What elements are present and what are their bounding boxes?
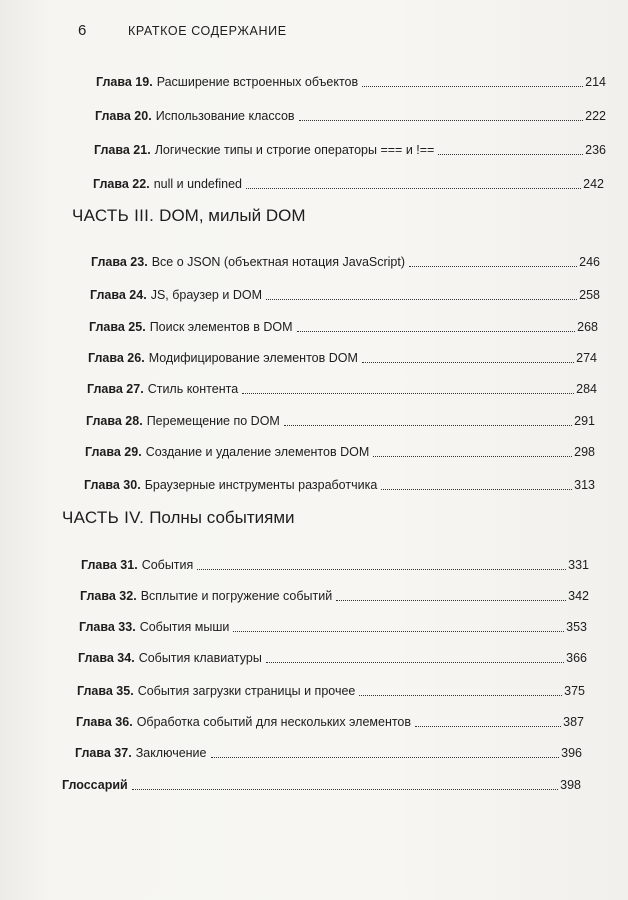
dot-leader — [359, 694, 562, 696]
chapter-label: Глава 20. — [95, 109, 152, 123]
chapter-title: Создание и удаление элементов DOM — [145, 445, 370, 459]
chapter-label: Глава 28. — [86, 414, 143, 428]
chapter-title: События загрузки страницы и прочее — [137, 684, 356, 698]
chapter-label: Глава 29. — [85, 445, 142, 459]
part-label: ЧАСТЬ III. — [72, 206, 155, 225]
chapter-label: Глава 36. — [76, 715, 133, 729]
dot-leader — [299, 119, 584, 121]
dot-leader — [284, 424, 572, 426]
toc-entry[interactable] — [75, 743, 582, 761]
page-ref: 246 — [579, 255, 600, 269]
dot-leader — [297, 330, 576, 332]
chapter-title: Браузерные инструменты разработчика — [144, 478, 378, 492]
chapter-label: Глава 31. — [81, 558, 138, 572]
toc-entry[interactable] — [85, 442, 595, 460]
page-ref: 242 — [583, 177, 604, 191]
dot-leader — [242, 392, 574, 394]
toc-entry[interactable] — [80, 586, 589, 604]
chapter-title: Перемещение по DOM — [146, 414, 280, 428]
page-ref: 222 — [585, 109, 606, 123]
page-ref: 366 — [566, 651, 587, 665]
page-ref: 258 — [579, 288, 600, 302]
chapter-label: Глава 24. — [90, 288, 147, 302]
part-heading — [62, 508, 295, 528]
toc-entry[interactable] — [86, 411, 595, 429]
page-ref: 291 — [574, 414, 595, 428]
toc-entry[interactable] — [93, 174, 604, 192]
chapter-label: Глава 23. — [91, 255, 148, 269]
dot-leader — [415, 725, 561, 727]
dot-leader — [197, 568, 566, 570]
chapter-label: Глава 35. — [77, 684, 134, 698]
page-ref: 274 — [576, 351, 597, 365]
toc-entry[interactable] — [62, 775, 581, 793]
dot-leader — [246, 187, 581, 189]
toc-entry[interactable] — [90, 285, 600, 303]
chapter-label: Глава 33. — [79, 620, 136, 634]
toc-entry[interactable] — [94, 140, 606, 158]
running-header — [78, 22, 287, 39]
dot-leader — [362, 361, 574, 363]
page-number: 6 — [78, 22, 87, 39]
toc-entry[interactable] — [96, 72, 606, 90]
page-ref: 313 — [574, 478, 595, 492]
page-ref: 375 — [564, 684, 585, 698]
page-ref: 342 — [568, 589, 589, 603]
page-ref: 353 — [566, 620, 587, 634]
part-label: ЧАСТЬ IV. — [62, 508, 145, 527]
chapter-title: Всплытие и погружение событий — [140, 589, 333, 603]
chapter-title: Все о JSON (объектная нотация JavaScript) — [151, 255, 406, 269]
part-title: DOM, милый DOM — [159, 206, 306, 225]
page-ref: 268 — [577, 320, 598, 334]
chapter-label: Глава 34. — [78, 651, 135, 665]
chapter-title: JS, браузер и DOM — [150, 288, 262, 302]
dot-leader — [438, 153, 583, 155]
chapter-label: Глава 27. — [87, 382, 144, 396]
chapter-title: События мыши — [139, 620, 230, 634]
page-ref: 398 — [560, 778, 581, 792]
page-ref: 387 — [563, 715, 584, 729]
chapter-label: Глава 26. — [88, 351, 145, 365]
dot-leader — [409, 265, 577, 267]
chapter-title: Расширение встроенных объектов — [156, 75, 359, 89]
dot-leader — [266, 661, 564, 663]
page-ref: 396 — [561, 746, 582, 760]
dot-leader — [373, 455, 572, 457]
chapter-label: Глава 30. — [84, 478, 141, 492]
chapter-title: Обработка событий для нескольких элементов — [136, 715, 412, 729]
chapter-title: Модифицирование элементов DOM — [148, 351, 358, 365]
toc-entry[interactable] — [95, 106, 606, 124]
toc-entry[interactable] — [78, 648, 587, 666]
toc-entry[interactable] — [77, 681, 585, 699]
dot-leader — [381, 488, 572, 490]
chapter-title: Использование классов — [155, 109, 295, 123]
chapter-title: Стиль контента — [147, 382, 239, 396]
chapter-title: События — [141, 558, 194, 572]
chapter-label: Глава 21. — [94, 143, 151, 157]
page-ref: 214 — [585, 75, 606, 89]
chapter-label: Глоссарий — [62, 778, 128, 792]
chapter-label: Глава 19. — [96, 75, 153, 89]
toc-entry[interactable] — [84, 475, 595, 493]
toc-entry[interactable] — [91, 252, 600, 270]
part-title: Полны событиями — [149, 508, 295, 527]
chapter-title: Поиск элементов в DOM — [149, 320, 293, 334]
chapter-title: События клавиатуры — [138, 651, 262, 665]
chapter-label: Глава 37. — [75, 746, 132, 760]
part-heading — [72, 206, 305, 226]
toc-entry[interactable] — [76, 712, 584, 730]
dot-leader — [211, 756, 560, 758]
page-ref: 236 — [585, 143, 606, 157]
dot-leader — [132, 788, 558, 790]
toc-entry[interactable] — [89, 317, 598, 335]
toc-entry[interactable] — [79, 617, 587, 635]
chapter-title: Логические типы и строгие операторы === и !== — [154, 143, 435, 157]
dot-leader — [336, 599, 566, 601]
page-ref: 284 — [576, 382, 597, 396]
chapter-title: Заключение — [135, 746, 207, 760]
chapter-label: Глава 22. — [93, 177, 150, 191]
dot-leader — [362, 85, 583, 87]
running-title: КРАТКОЕ СОДЕРЖАНИЕ — [127, 24, 287, 38]
toc-entry[interactable] — [87, 379, 597, 397]
dot-leader — [266, 298, 577, 300]
toc-entry[interactable] — [81, 555, 589, 573]
dot-leader — [233, 630, 564, 632]
page-ref: 298 — [574, 445, 595, 459]
toc-entry[interactable] — [88, 348, 597, 366]
page-ref: 331 — [568, 558, 589, 572]
chapter-label: Глава 32. — [80, 589, 137, 603]
chapter-label: Глава 25. — [89, 320, 146, 334]
chapter-title: null и undefined — [153, 177, 242, 191]
